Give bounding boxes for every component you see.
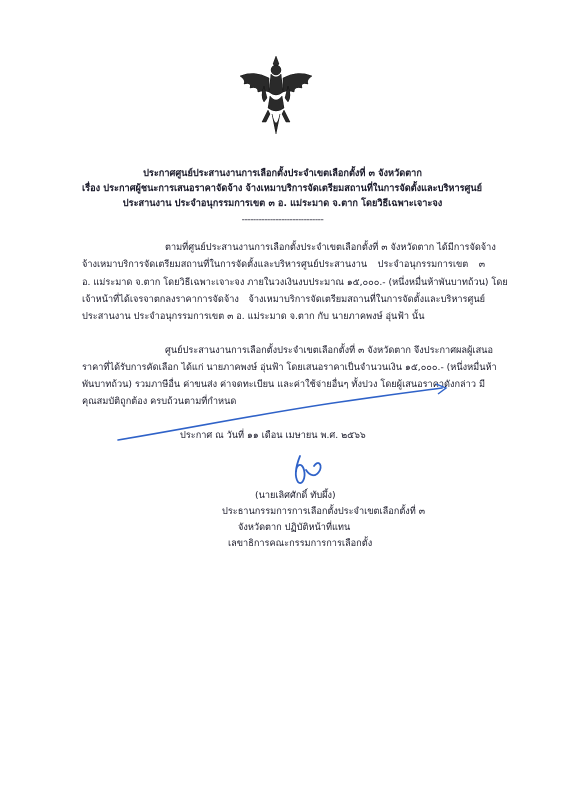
subject-line-1: เรื่อง ประกาศผู้ชนะการเสนอราคาจัดจ้าง จ้างเหมาบริการจัดเตรียมสถานที่ในการจัดตั้งและบริหารศูนย์ — [82, 183, 483, 194]
para1-line-2: จ้างเหมาบริการจัดเตรียมสถานที่ในการจัดตั้งและบริหารศูนย์ประสานงาน ประจำอนุกรรมการเขต ๓ — [82, 259, 485, 270]
para2-line-4: คุณสมบัติถูกต้อง ครบถ้วนตามที่กำหนด — [82, 396, 237, 407]
para1-line-4: เจ้าหน้าที่ได้เจรจาตกลงราคาการจัดจ้าง จ้างเหมาบริการจัดเตรียมสถานที่ในการจัดตั้งและบริหารศูนย์ — [82, 294, 485, 305]
date-line: ประกาศ ณ วันที่ ๑๑ เดือน เมษายน พ.ศ. ๒๕๖๖ — [180, 430, 366, 441]
signer-position-line-1: ประธานกรรมการการเลือกตั้งประจำเขตเลือกตั้งที่ ๓ — [222, 506, 426, 517]
announcement-title: ประกาศศูนย์ประสานงานการเลือกตั้งประจำเขตเลือกตั้งที่ ๓ จังหวัดตาก — [143, 168, 422, 179]
para1-line-5: ประสานงาน ประจำอนุกรรมการเขต ๓ อ. แม่ระมาด จ.ตาก กับ นายภาคพงษ์ อุ่นฟ้า นั้น — [82, 311, 425, 322]
para1-line-1: ตามที่ศูนย์ประสานงานการเลือกตั้งประจำเขตเลือกตั้งที่ ๓ จังหวัดตาก ได้มีการจัดจ้าง — [165, 242, 496, 253]
subject-line-2: ประสานงาน ประจำอนุกรรมการเขต ๓ อ. แม่ระมาด จ.ตาก โดยวิธีเฉพาะเจาะจง — [122, 198, 443, 209]
para1-line-3: อ. แม่ระมาด จ.ตาก โดยวิธีเฉพาะเจาะจง ภายในวงเงินงบประมาณ ๑๕,๐๐๐.- (หนึ่งหมื่นห้าพันบาทถ้วน) โดย — [82, 277, 508, 288]
divider: ----------------------------- — [241, 214, 324, 225]
signer-position-line-2: จังหวัดตาก ปฏิบัติหน้าที่แทน — [238, 522, 351, 533]
para2-line-1: ศูนย์ประสานงานการเลือกตั้งประจำเขตเลือกตั้งที่ ๓ จังหวัดตาก จึงประกาศผลผู้เสนอ — [165, 345, 493, 356]
para2-line-3: พันบาทถ้วน) รวมภาษีอื่น ค่าขนส่ง ค่าจดทะเบียน และค่าใช้จ่ายอื่นๆ ทั้งปวง โดยผู้เสนอราคาดังกล่าว มี — [82, 379, 485, 390]
signer-name: (นายเลิศศักดิ์ ทับผึ้ง) — [255, 490, 336, 501]
para2-line-2: ราคาที่ได้รับการคัดเลือก ได้แก่ นายภาคพงษ์ อุ่นฟ้า โดยเสนอราคาเป็นจำนวนเงิน ๑๕,๐๐๐.- (หนึ่งหมื่นห้า — [82, 362, 497, 373]
signer-position-line-3: เลขาธิการคณะกรรมการการเลือกตั้ง — [228, 538, 373, 549]
